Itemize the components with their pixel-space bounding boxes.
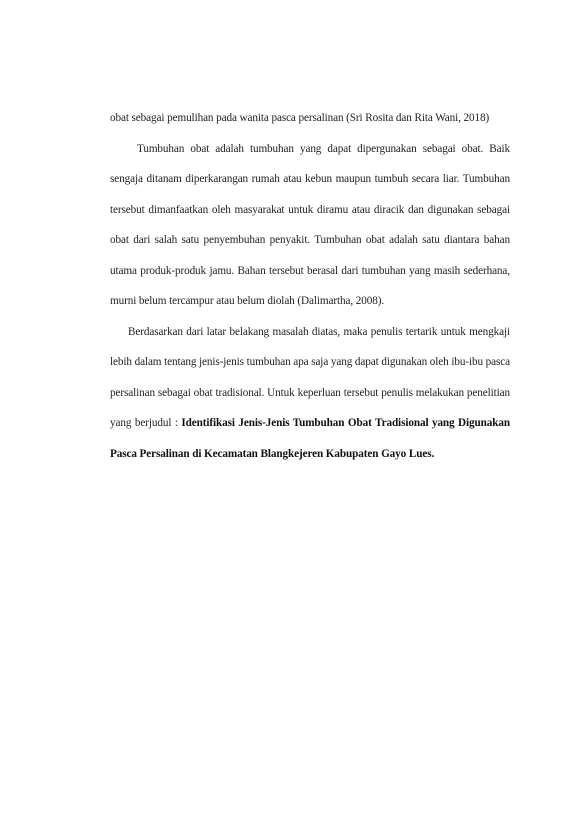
body-text xyxy=(110,103,510,469)
paragraph-text: obat sebagai pemulihan pada wanita pasca persalinan (Sri Rosita dan Rita Wani, 2018) xyxy=(110,112,490,124)
paragraph-text: Tumbuhan obat adalah tumbuhan yang dapat dipergunakan sebagai obat. Baik sengaja ditanam diperkarangan rumah atau kebun maupun tumbuh secara liar. Tumbuhan tersebut dimanfaatkan oleh masyarakat untuk diramu atau diracik dan digunakan sebagai obat dari salah satu penyembuhan penyakit. Tumbuhan obat adalah satu diantara bahan utama produk-produk jamu. Bahan tersebut berasal dari tumbuhan yang masih sederhana, murni belum tercampur atau belum diolah (Dalimartha, 2008). xyxy=(110,142,510,307)
paragraph-continuation xyxy=(110,103,510,134)
paragraph-text: Berdasarkan dari latar belakang masalah diatas, maka penulis tertarik untuk mengkaji lebih dalam tentang jenis-jenis tumbuhan apa saja yang dapat digunakan oleh ibu-ibu pasca persalinan sebagai obat tradisional. Untuk keperluan tersebut penulis melakukan penelitian yang berjudul : xyxy=(110,325,510,429)
paragraph-research-background xyxy=(110,317,510,470)
paragraph-medicinal-plants xyxy=(110,134,510,317)
research-title: Identifikasi Jenis-Jenis Tumbuhan Obat Tradisional yang Digunakan Pasca Persalinan di Kecamatan Blangkejeren Kabupaten Gayo Lues. xyxy=(110,417,511,460)
